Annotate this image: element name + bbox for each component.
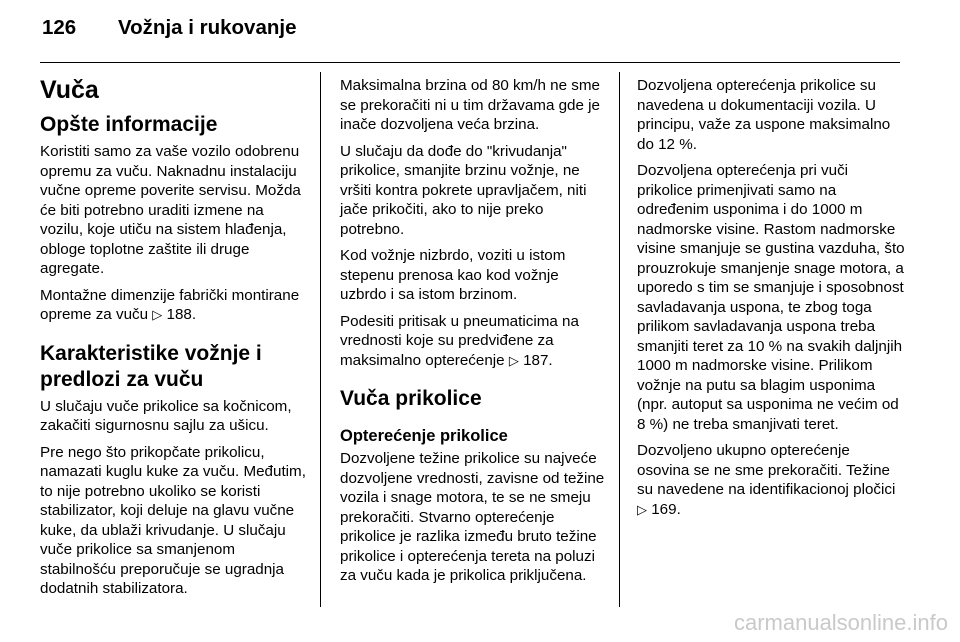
page-header — [42, 16, 296, 46]
paragraph-with-ref — [637, 441, 905, 519]
heading-vuca-prikolice: Vuča prikolice — [340, 387, 482, 410]
paragraph: Maksimalna brzina od 80 km/h ne sme se prekoračiti ni u tim državama gde je inače dozvoljena veća brzina. — [340, 77, 600, 133]
column-3 — [637, 76, 905, 526]
paragraph: Dozvoljene težine prikolice su najveće dozvoljene vrednosti, zavisne od težine vozila i snage motora, te se ne smeju prekoračiti. Stvarno opterećenje prikolice je razlika između bruto težine prikolice i opterećenja tereta na poluzi za vuču kada je prikolica priključena. — [340, 450, 605, 584]
subheading-opterecenje-prikolice: Opterećenje prikolice — [340, 427, 508, 445]
column-divider-1 — [320, 72, 321, 607]
page-number: 126 — [42, 16, 77, 39]
paragraph-text: Montažne dimenzije fabrički montirane opreme za vuču — [40, 286, 300, 323]
paragraph: Koristiti samo za vaše vozilo odobrenu opremu za vuču. Naknadnu instalaciju vučne opreme poverite servisu. Možda će biti potrebno uraditi izmene na vozilu, koje utiču na sistem hlađenja, obloge toplotne zaštite ili druge agregate. — [40, 143, 301, 277]
triangle-right-icon: ▷ — [152, 307, 163, 322]
paragraph-text: Dozvoljeno ukupno opterećenje osovina se ne sme prekoračiti. Težine su navedene na identifikacionoj pločici — [637, 442, 896, 498]
column-1 — [40, 76, 308, 606]
paragraph-with-ref — [40, 286, 308, 325]
paragraph: Pre nego što prikopčate prikolicu, namazati kuglu kuke za vuču. Međutim, to nije potrebno ukoliko se koristi stabilizator, koji deluje na glavu vučne kuke, da ublaži krivudanje. U slučaju vuče prikolice sa smanjenom stabilnošću preporučuje se ugradnja dodatnih stabilizatora. — [40, 443, 306, 597]
page-reference[interactable]: 188. — [166, 306, 197, 323]
column-divider-2 — [619, 72, 620, 607]
page-title: Vožnja i rukovanje — [118, 16, 297, 39]
paragraph-with-ref — [340, 312, 608, 371]
paragraph-text: Podesiti pritisak u pneumaticima na vrednosti koje su predviđene za maksimalno opterećenje — [340, 312, 579, 369]
page-reference[interactable]: 169. — [651, 500, 681, 518]
watermark: carmanualsonline.info — [733, 610, 948, 635]
paragraph: U slučaju da dođe do "krivudanja" prikolice, smanjite brzinu vožnje, ne vršiti kontra pokrete upravljačem, niti jače prikočiti, ako to nije preko potrebno. — [340, 142, 587, 238]
paragraph: U slučaju vuče prikolice sa kočnicom, zakačiti sigurnosnu sajlu za ušicu. — [40, 397, 292, 434]
header-rule — [40, 62, 900, 63]
heading-opste-informacije: Opšte informacije — [40, 113, 218, 136]
section-title-vuca: Vuča — [40, 76, 99, 104]
page-reference[interactable]: 187. — [523, 351, 553, 369]
paragraph: Dozvoljena opterećenja prikolice su navedena u dokumentaciji vozila. U principu, važe za uspone maksimalno do 12 %. — [637, 77, 891, 153]
triangle-right-icon: ▷ — [508, 352, 519, 368]
triangle-right-icon: ▷ — [637, 501, 647, 517]
heading-karakteristike: Karakteristike vožnje i predlozi za vuču — [40, 341, 262, 391]
paragraph: Kod vožnje nizbrdo, voziti u istom stepenu prenosa kao kod vožnje uzbrdo i sa istom brzinom. — [340, 247, 566, 303]
paragraph: Dozvoljena opterećenja pri vuči prikolice primenjivati samo na određenim usponima i do 1000 m nadmorske visine. Rastom nadmorske visine smanjuje se gustina vazduha, što prouzrokuje smanjenje snage motora, a uporedo s tim se smanjuje i sposobnost savladavanja uspona, te zbog toga prilikom savladavanja uspona treba smanjiti teret za 10 % na svakih daljnjih 1000 m nadmorske visine. Prilikom vožnje na putu sa blagim usponima (npr. autoput sa usponima ne većim od 8 %) ne treba smanjivati teret. — [637, 162, 905, 433]
column-2 — [340, 76, 608, 593]
